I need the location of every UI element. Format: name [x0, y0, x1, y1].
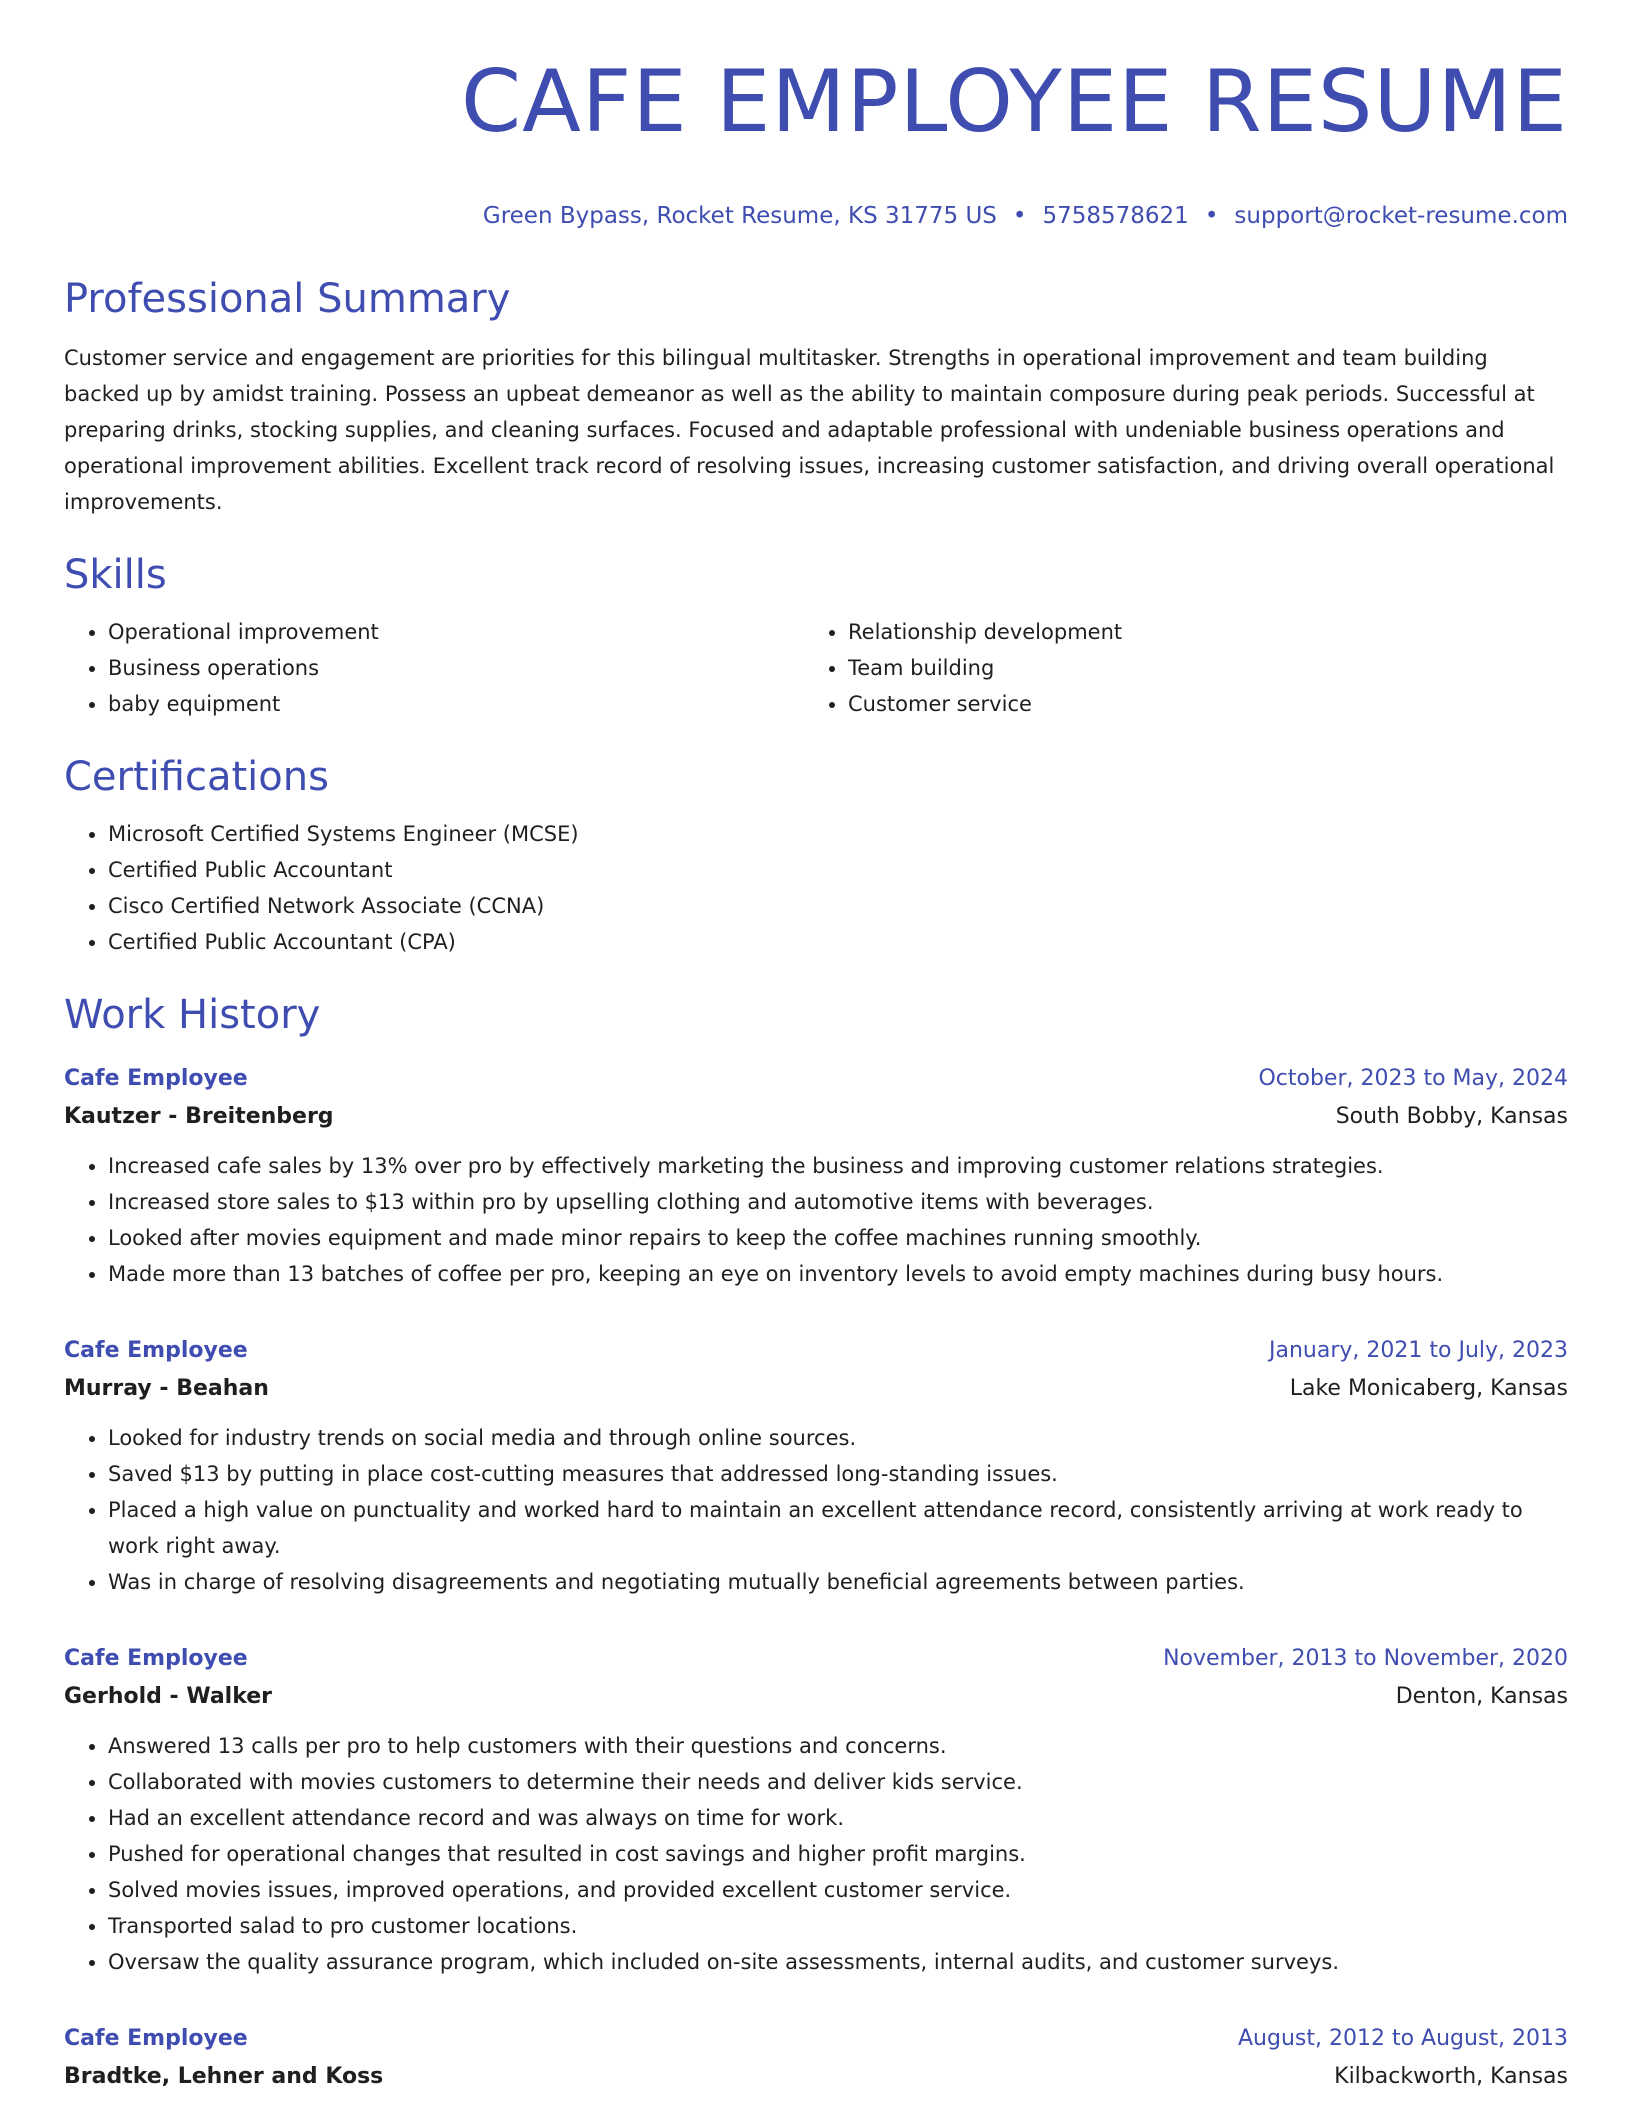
skill-item: • baby equipment [108, 686, 804, 722]
certification-item: • Certified Public Accountant [108, 852, 1568, 888]
skills-list-right [804, 614, 1568, 722]
job-dates: October, 2023 to May, 2024 [1258, 1066, 1568, 1091]
summary-section [64, 274, 1568, 520]
job-entry [64, 1640, 1568, 1980]
certifications-list [64, 816, 1568, 960]
resume-header [64, 52, 1568, 232]
job-title: Cafe Employee [64, 1646, 248, 1671]
job-location: Kilbackworth, Kansas [1334, 2064, 1568, 2089]
skills-section [64, 550, 1568, 722]
job-bullet: • Had an excellent attendance record and was always on time for work. [108, 1800, 1568, 1836]
skills-list-left [64, 614, 804, 722]
resume-title: CAFE EMPLOYEE RESUME [461, 52, 1568, 152]
job-dates: November, 2013 to November, 2020 [1163, 1646, 1568, 1671]
job-location: Denton, Kansas [1395, 1684, 1568, 1709]
job-bullet: • Collaborated with movies customers to determine their needs and deliver kids service. [108, 1764, 1568, 1800]
certification-item: • Certified Public Accountant (CPA) [108, 924, 1568, 960]
contact-line [64, 200, 1568, 232]
job-bullet: • Answered 13 calls per pro to help customers with their questions and concerns. [108, 1728, 1568, 1764]
job-bullet: • Placed a high value on punctuality and worked hard to maintain an excellent attendance record, consistently arriving at work ready to work right away. [108, 1492, 1568, 1564]
job-bullet: • Solved movies issues, improved operations, and provided excellent customer service. [108, 1872, 1568, 1908]
job-bullet: • Increased store sales to $13 within pro by upselling clothing and automotive items with beverages. [108, 1184, 1568, 1220]
skill-item: • Operational improvement [108, 614, 804, 650]
skill-item: • Team building [848, 650, 1568, 686]
job-company: Murray - Beahan [64, 1376, 269, 1401]
job-bullet: • Was in charge of resolving disagreements and negotiating mutually beneficial agreements between parties. [108, 1564, 1568, 1600]
skill-item: • Relationship development [848, 614, 1568, 650]
skills-heading: Skills [64, 552, 167, 598]
job-bullet: • Transported salad to pro customer locations. [108, 1908, 1568, 1944]
contact-phone: 5758578621 [1042, 203, 1189, 229]
job-location: South Bobby, Kansas [1335, 1104, 1568, 1129]
job-bullet: • Saved $13 by putting in place cost-cutting measures that addressed long-standing issues. [108, 1456, 1568, 1492]
certifications-heading: Certifications [64, 754, 329, 800]
contact-email: support@rocket-resume.com [1234, 203, 1568, 229]
skill-item: • Customer service [848, 686, 1568, 722]
job-location: Lake Monicaberg, Kansas [1289, 1376, 1568, 1401]
job-company: Bradtke, Lehner and Koss [64, 2064, 384, 2089]
summary-text: Customer service and engagement are priorities for this bilingual multitasker. Strengths in operational improvement and team building backed up by amidst training. Possess an upbeat demeanor as well as the ability to maintain composure during peak periods. Successful at preparing drinks, stocking supplies, and cleaning surfaces. Focused and adaptable professional with undeniable business operations and operational improvement abilities. Excellent track record of resolving issues, increasing customer satisfaction, and driving overall operational improvements. [64, 346, 1555, 514]
work-history-heading: Work History [64, 992, 321, 1038]
job-title: Cafe Employee [64, 1338, 248, 1363]
job-bullet: • Increased cafe sales by 13% over pro by effectively marketing the business and improving customer relations strategies. [108, 1148, 1568, 1184]
work-history-section [64, 990, 1568, 2096]
job-bullets [64, 1728, 1568, 1980]
contact-address: Green Bypass, Rocket Resume, KS 31775 US [482, 203, 997, 229]
certification-item: • Microsoft Certified Systems Engineer (MCSE) [108, 816, 1568, 852]
job-company: Kautzer - Breitenberg [64, 1104, 334, 1129]
skills-grid [64, 614, 1568, 722]
certifications-section [64, 752, 1568, 960]
job-bullet: • Made more than 13 batches of coffee per pro, keeping an eye on inventory levels to avoid empty machines during busy hours. [108, 1256, 1568, 1292]
job-bullet: • Looked after movies equipment and made minor repairs to keep the coffee machines running smoothly. [108, 1220, 1568, 1256]
job-company: Gerhold - Walker [64, 1684, 273, 1709]
certification-item: • Cisco Certified Network Associate (CCNA) [108, 888, 1568, 924]
contact-separator: • [1012, 203, 1027, 229]
job-bullet: • Looked for industry trends on social media and through online sources. [108, 1420, 1568, 1456]
job-entry [64, 1332, 1568, 1600]
skill-item: • Business operations [108, 650, 804, 686]
job-entry [64, 1060, 1568, 1292]
job-bullets [64, 1148, 1568, 1292]
summary-heading: Professional Summary [64, 276, 511, 322]
job-bullets [64, 1420, 1568, 1600]
contact-separator: • [1204, 203, 1219, 229]
job-dates: August, 2012 to August, 2013 [1238, 2026, 1568, 2051]
job-entry [64, 2020, 1568, 2096]
job-title: Cafe Employee [64, 2026, 248, 2051]
job-bullet: • Pushed for operational changes that resulted in cost savings and higher profit margins. [108, 1836, 1568, 1872]
job-title: Cafe Employee [64, 1066, 248, 1091]
job-dates: January, 2021 to July, 2023 [1269, 1338, 1568, 1363]
job-bullet: • Oversaw the quality assurance program, which included on-site assessments, internal audits, and customer surveys. [108, 1944, 1568, 1980]
